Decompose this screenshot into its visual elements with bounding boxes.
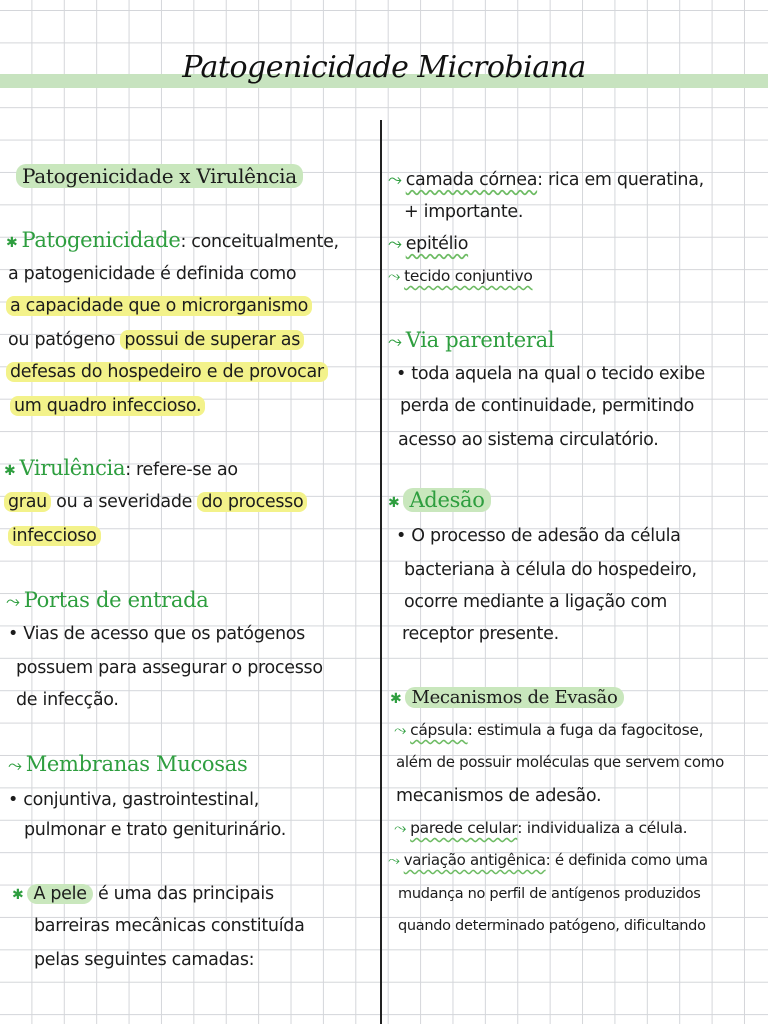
via-heading: ⤳ Via parenteral [388, 328, 555, 352]
evasao-heading: ✱ Mecanismos de Evasão [390, 686, 624, 711]
pato-line-4: ou patógeno possui de superar as [8, 328, 304, 352]
evasao-line-3: mecanismos de adesão. [396, 786, 602, 806]
portas-line-1: • Vias de acesso que os patógenos [8, 624, 305, 644]
adesao-heading: ✱ Adesão [388, 488, 491, 515]
portas-line-3: de infecção. [16, 690, 119, 710]
squiggle-arrow-icon: ⤳ [388, 851, 400, 869]
squiggle-arrow-icon: ⤳ [8, 756, 22, 776]
pele-term: A pele [27, 884, 92, 904]
portas-heading: ⤳ Portas de entrada [6, 588, 209, 612]
page-title: Patogenicidade Microbiana [182, 50, 586, 85]
viru-line-2: grau ou a severidade do processo [4, 490, 307, 514]
via-line-1: • toda aquela na qual o tecido exibe [396, 364, 705, 384]
squiggle-arrow-icon: ⤳ [394, 721, 407, 739]
squiggle-arrow-icon: ⤳ [388, 332, 402, 352]
evasao-line-7: quando determinado patógeno, dificultando [398, 918, 706, 934]
membranas-heading: ⤳ Membranas Mucosas [8, 752, 248, 776]
evasao-line-2: além de possuir moléculas que servem como [396, 753, 724, 771]
squiggle-arrow-icon: ⤳ [388, 170, 402, 190]
evasao-line-4: ⤳ parede celular: individualiza a célula. [394, 819, 688, 837]
via-line-2: perda de continuidade, permitindo [400, 396, 695, 416]
evasao-line-1: ⤳ cápsula: estimula a fuga da fagocitose, [394, 721, 704, 739]
adesao-line-3: ocorre mediante a ligação com [404, 592, 667, 612]
viru-line-3: infeccioso [8, 524, 101, 548]
evasao-line-5: ⤳ variação antigênica: é definida como uma [388, 851, 708, 869]
star-bullet-icon: ✱ [390, 691, 402, 707]
camadas-line-2: + importante. [404, 202, 524, 222]
camadas-line-3: ⤳ epitélio [388, 234, 469, 254]
pato-line-6: um quadro infeccioso. [10, 394, 205, 418]
via-line-3: acesso ao sistema circulatório. [398, 430, 659, 450]
star-bullet-icon: ✱ [388, 495, 400, 511]
pato-line-3: a capacidade que o microrganismo [6, 294, 312, 318]
adesao-line-1: • O processo de adesão da célula [396, 526, 681, 546]
squiggle-arrow-icon: ⤳ [388, 234, 402, 254]
membranas-line-1: • conjuntiva, gastrointestinal, [8, 790, 259, 810]
adesao-line-4: receptor presente. [402, 624, 559, 644]
section-heading-pato-x-viru: Patogenicidade x Virulência [16, 164, 303, 188]
pele-line-2: barreiras mecânicas constituída [34, 916, 305, 936]
viru-term: Virulência [19, 456, 126, 480]
star-bullet-icon: ✱ [4, 463, 16, 479]
pele-line-3: pelas seguintes camadas: [34, 950, 255, 970]
pato-line-1: ✱ Patogenicidade: conceitualmente, [6, 228, 339, 252]
evasao-line-6: mudança no perfil de antígenos produzidos [398, 886, 701, 902]
star-bullet-icon: ✱ [12, 887, 24, 903]
squiggle-arrow-icon: ⤳ [388, 267, 401, 285]
camadas-line-1: ⤳ camada córnea: rica em queratina, [388, 170, 704, 190]
camadas-line-4: ⤳ tecido conjuntivo [388, 267, 533, 285]
squiggle-arrow-icon: ⤳ [394, 819, 407, 837]
star-bullet-icon: ✱ [6, 235, 18, 251]
viru-line-1: ✱ Virulência: refere-se ao [4, 456, 238, 480]
pato-line-2: a patogenicidade é definida como [8, 264, 297, 284]
pele-line-1: ✱ A pele é uma das principais [12, 884, 274, 904]
squiggle-arrow-icon: ⤳ [6, 592, 20, 612]
pato-line-5: defesas do hospedeiro e de provocar [6, 360, 328, 384]
portas-line-2: possuem para assegurar o processo [16, 658, 323, 678]
adesao-line-2: bacteriana à célula do hospedeiro, [404, 560, 697, 580]
column-divider [380, 120, 382, 1024]
membranas-line-2: pulmonar e trato geniturinário. [24, 820, 287, 840]
pato-term: Patogenicidade [21, 228, 181, 252]
